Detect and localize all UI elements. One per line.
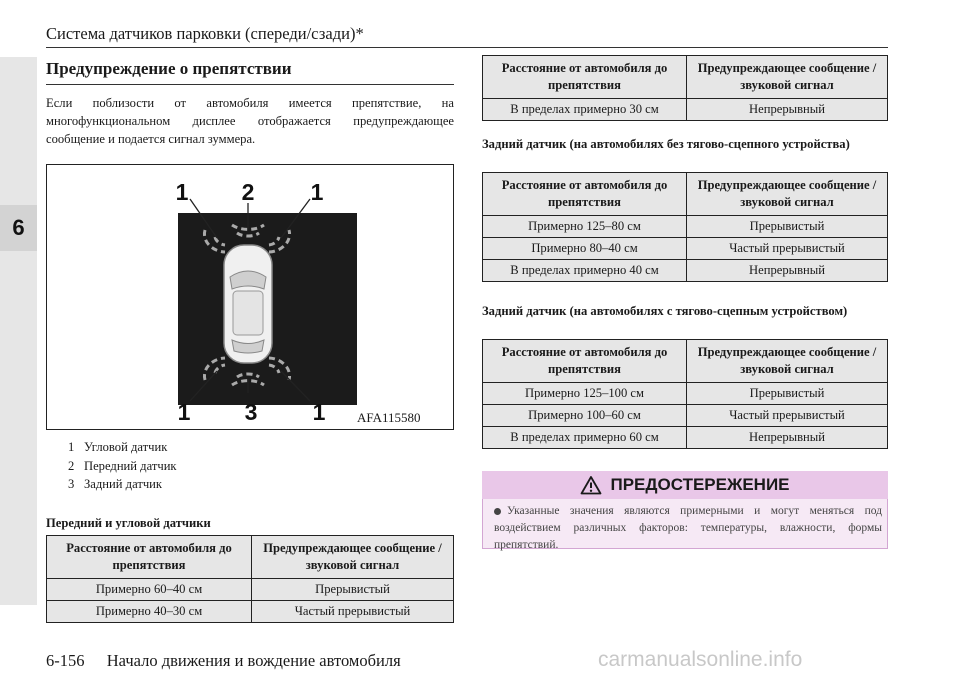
table-row: Примерно 100–60 см Частый прерывистый	[483, 405, 888, 427]
header-divider	[46, 47, 888, 48]
col-warning-header: Предупреждающее сообщение / звуковой сигнал	[687, 340, 888, 383]
rear-no-hitch-table	[482, 172, 888, 282]
front-sensor-table-continued	[482, 55, 888, 121]
section-title: Предупреждение о препятствии	[46, 59, 292, 78]
page-header-title: Система датчиков парковки (спереди/сзади)*	[46, 24, 364, 43]
table-row: В пределах примерно 60 см Непрерывный	[483, 427, 888, 449]
front-table-title: Передний и угловой датчики	[46, 516, 211, 530]
table-row: Примерно 40–30 см Частый прерывистый	[47, 601, 454, 623]
rear-hitch-table	[482, 339, 888, 449]
legend-item: 3 Задний датчик	[68, 477, 163, 491]
col-warning-header: Предупреждающее сообщение / звуковой сигнал	[252, 536, 454, 579]
legend-item: 1 Угловой датчик	[68, 440, 168, 454]
caution-title: ПРЕДОСТЕРЕЖЕНИЕ	[610, 475, 790, 494]
caution-header	[482, 471, 888, 499]
callout-top-center: 2	[241, 179, 255, 205]
section-divider	[46, 84, 454, 85]
callout-top-right: 1	[310, 179, 324, 205]
page-footer	[46, 651, 401, 671]
caution-text: Указанные значения являются примерными и могут меняться под воздействием различных факторов: температуры, влажности, формы препятствий.	[494, 505, 882, 551]
rear-hitch-table-title: Задний датчик (на автомобилях с тягово-сцепным устройством)	[482, 304, 848, 318]
footer-chapter: Начало движения и вождение автомобиля	[106, 651, 401, 670]
sensor-diagram	[46, 164, 454, 430]
section-paragraph: Если поблизости от автомобиля имеется препятствие, на многофункциональном дисплее отображается предупреждающее сообщение и подается сигнал зуммера.	[46, 96, 454, 146]
callout-top-left: 1	[175, 179, 189, 205]
callout-bottom-left: 1	[177, 399, 191, 425]
table-row: Примерно 80–40 см Частый прерывистый	[483, 238, 888, 260]
table-row: В пределах примерно 40 см Непрерывный	[483, 260, 888, 282]
diagram-legend	[68, 438, 177, 494]
figure-code: AFA115580	[357, 410, 421, 425]
col-distance-header: Расстояние от автомобиля до препятствия	[483, 56, 687, 99]
callout-bottom-right: 1	[312, 399, 326, 425]
table-row: Примерно 125–80 см Прерывистый	[483, 216, 888, 238]
sensor-diagram-illustration	[47, 165, 453, 429]
col-distance-header: Расстояние от автомобиля до препятствия	[483, 173, 687, 216]
chapter-side-tab	[0, 57, 37, 605]
front-sensor-table	[46, 535, 454, 623]
page-number: 6-156	[46, 651, 85, 670]
rear-no-hitch-table-title: Задний датчик (на автомобилях без тягово-сцепного устройства)	[482, 137, 850, 151]
col-distance-header: Расстояние от автомобиля до препятствия	[47, 536, 252, 579]
caution-text-block	[494, 503, 882, 554]
legend-item: 2 Передний датчик	[68, 458, 177, 473]
table-row: Примерно 125–100 см Прерывистый	[483, 383, 888, 405]
chapter-number: 6	[0, 205, 37, 251]
watermark: carmanualsonline.info	[598, 648, 803, 671]
table-row: Примерно 60–40 см Прерывистый	[47, 579, 454, 601]
warning-triangle-icon	[580, 475, 602, 495]
col-warning-header: Предупреждающее сообщение / звуковой сигнал	[687, 173, 888, 216]
col-warning-header: Предупреждающее сообщение / звуковой сигнал	[687, 56, 888, 99]
table-row: В пределах примерно 30 см Непрерывный	[483, 99, 888, 121]
car-top-view	[224, 245, 272, 363]
bullet-icon	[494, 508, 501, 515]
col-distance-header: Расстояние от автомобиля до препятствия	[483, 340, 687, 383]
callout-bottom-center: 3	[244, 399, 258, 425]
